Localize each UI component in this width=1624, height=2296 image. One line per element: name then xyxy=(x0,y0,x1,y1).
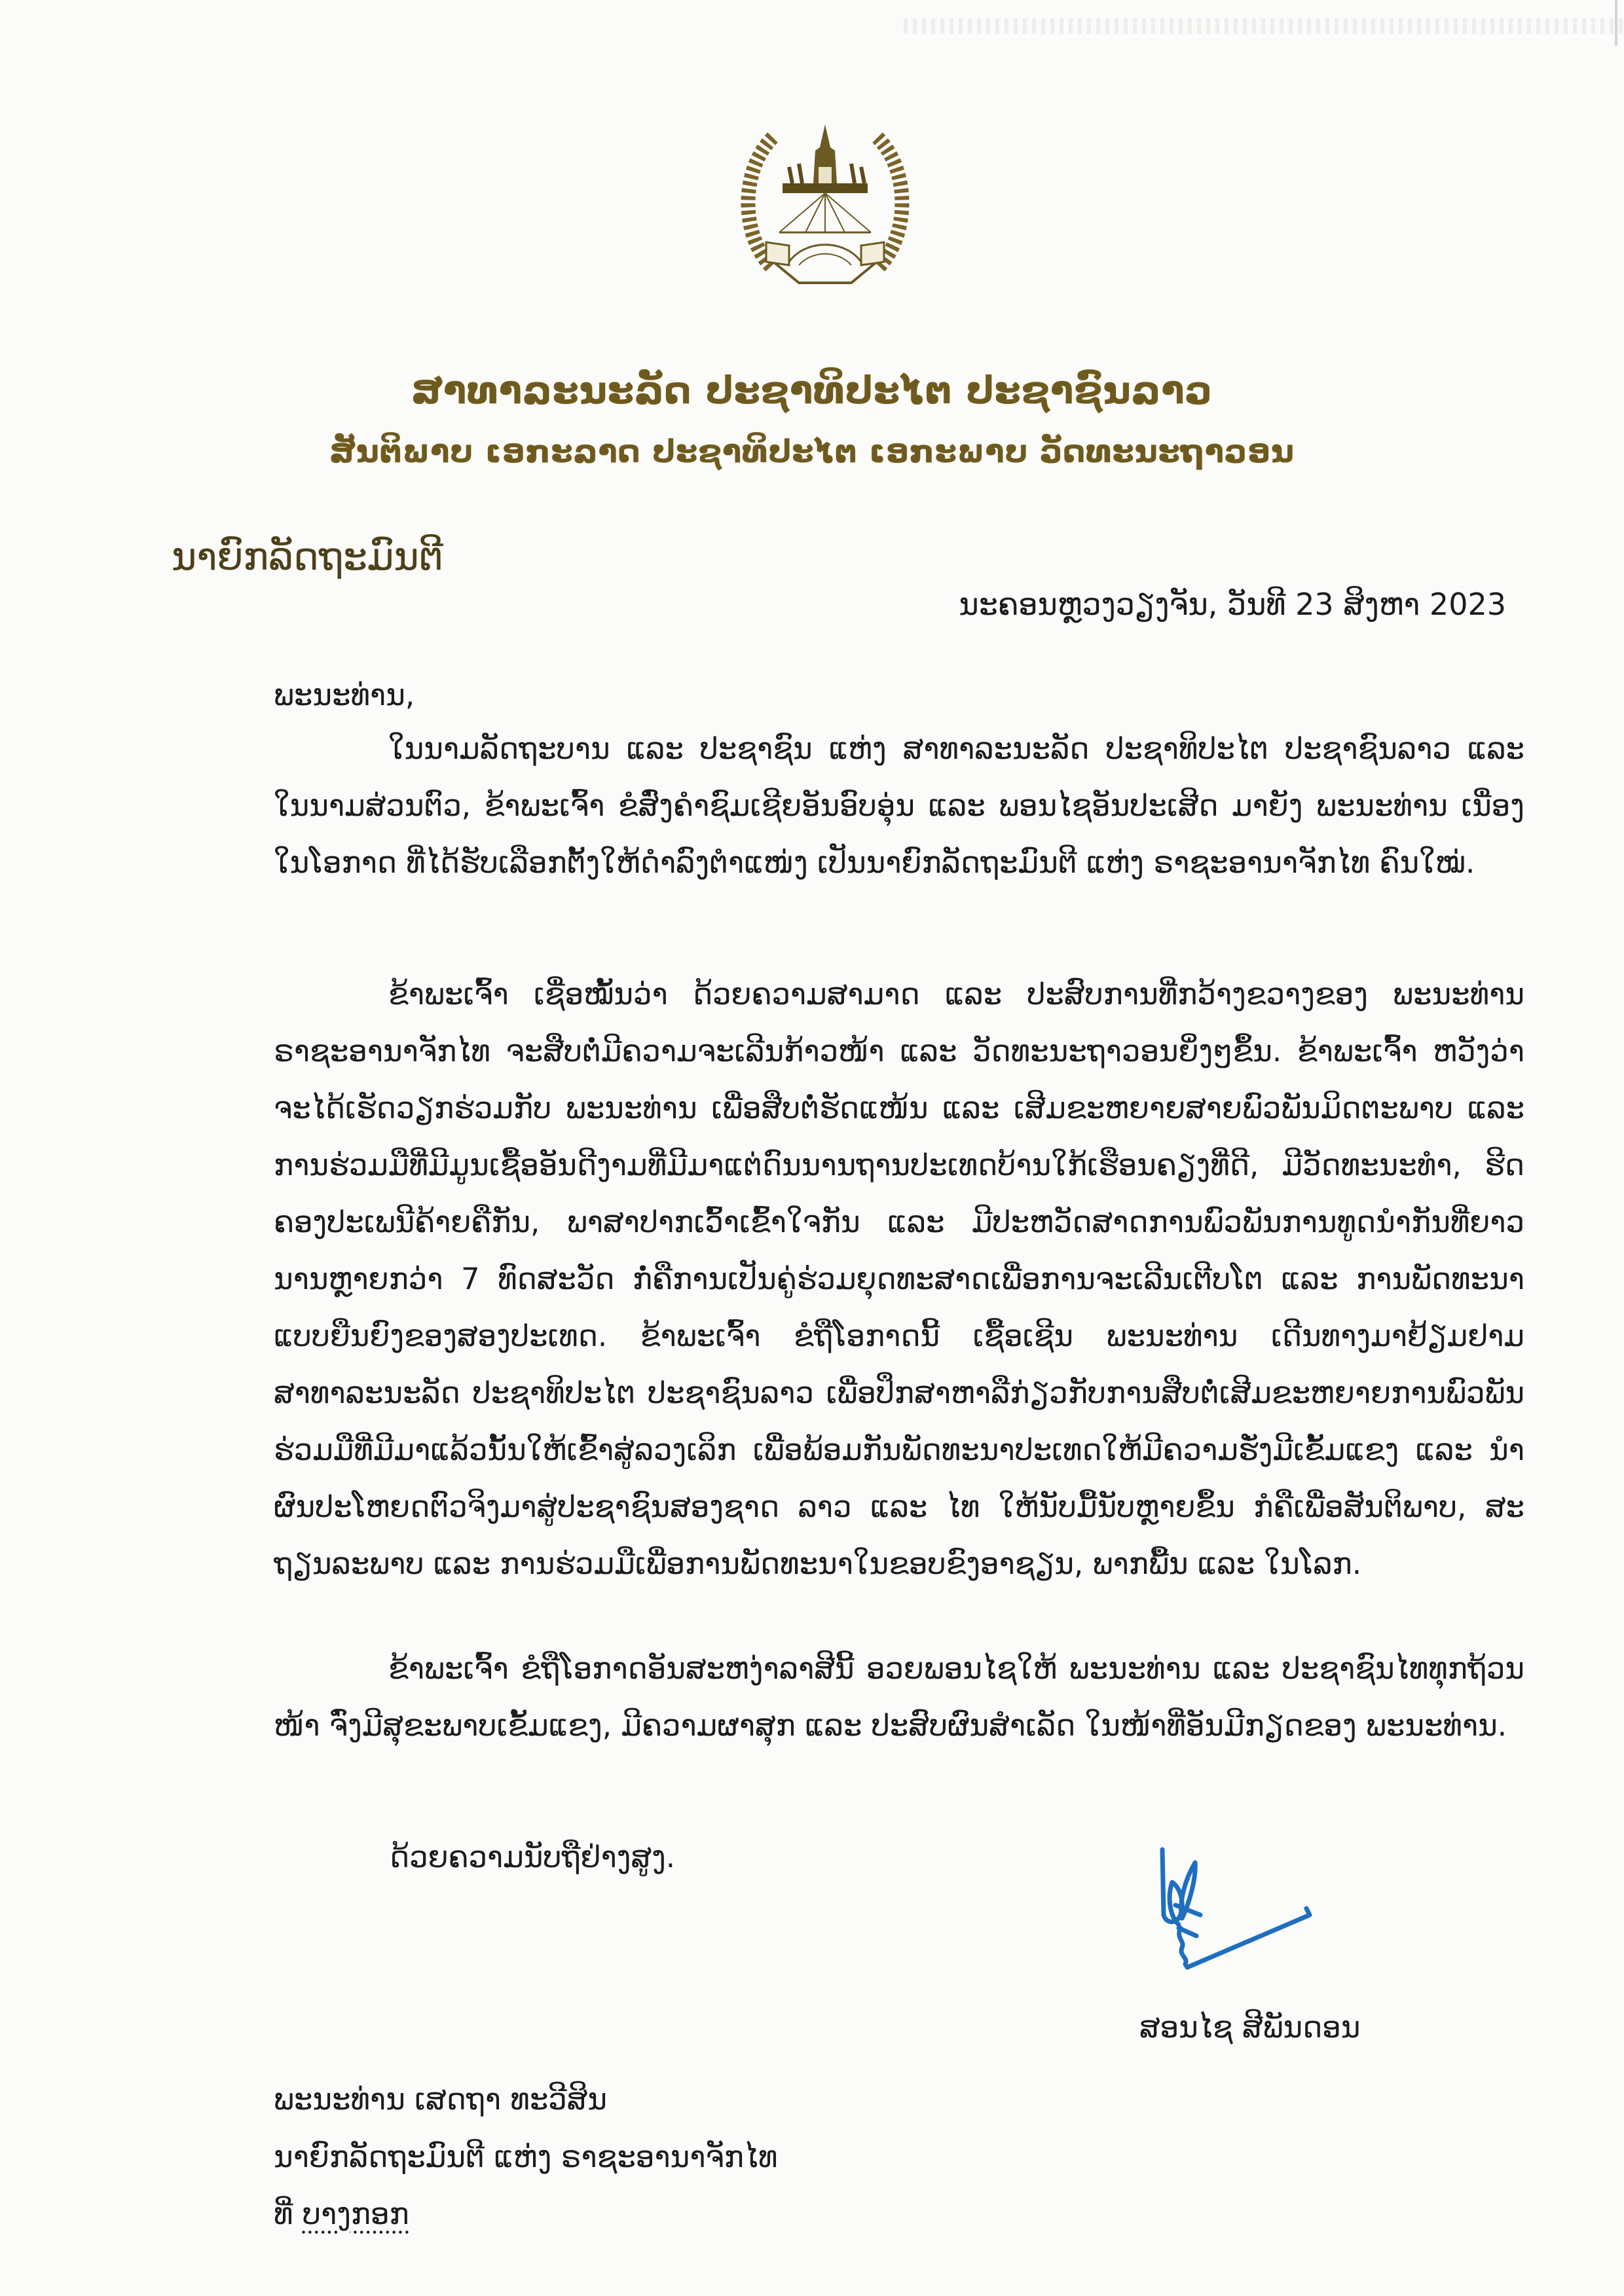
addressee-name: ພະນະທ່ານ ເສດຖາ ທະວີສິນ xyxy=(274,2082,608,2117)
letter-paragraph-3 xyxy=(274,1640,1524,1817)
lao-national-emblem-icon xyxy=(727,111,923,308)
paragraph-1-text: ໃນນາມລັດຖະບານ ແລະ ປະຊາຊົນ ແຫ່ງ ສາທາລະນະລັດ ປະຊາທິປະໄຕ ປະຊາຊົນລາວ ແລະ ໃນນາມສ່ວນຕົວ, ຂ້າພະເຈົ້າ ຂໍສົ່ງຄໍາຊົມເຊີຍອັນອົບອຸ່ນ ແລະ ພອນໄຊອັນປະເສີດ ມາຍັງ ພະນະທ່ານ ເນື່ອງໃນໂອກາດ ທີ່ໄດ້ຮັບເລືອກຕັ້ງໃຫ້ດໍາລົງຕໍາແໜ່ງ ເປັນນາຍົກລັດຖະມົນຕີ ແຫ່ງ ຣາຊະອານາຈັກໄທ ຄົນໃໝ່. xyxy=(274,731,1524,880)
location-city: ບາງກອກ xyxy=(302,2196,409,2231)
office-title: ນາຍົກລັດຖະມົນຕີ xyxy=(172,534,443,579)
letter-paragraph-2 xyxy=(274,966,1524,1633)
closing-line: ດ້ວຍຄວາມນັບຖືຢ່າງສູງ. xyxy=(390,1840,676,1874)
country-name-heading: ສາທາລະນະລັດ ປະຊາທິປະໄຕ ປະຊາຊົນລາວ xyxy=(411,368,1213,412)
salutation: ພະນະທ່ານ, xyxy=(274,678,415,712)
paragraph-3-text: ຂ້າພະເຈົ້າ ຂໍຖືໂອກາດອັນສະຫງ່າລາສີນີ້ ອວຍພອນໄຊໃຫ້ ພະນະທ່ານ ແລະ ປະຊາຊົນໄທທຸກຖ້ວນໜ້າ ຈົ່ງມີສຸຂະພາບເຂັ້ມແຂງ, ມີຄວາມຜາສຸກ ແລະ ປະສົບຜົນສໍາເລັດ ໃນໜ້າທີ່ອັນມີກຽດຂອງ ພະນະທ່ານ. xyxy=(274,1651,1524,1743)
national-motto: ສັນຕິພາບ ເອກະລາດ ປະຊາທິປະໄຕ ເອກະພາບ ວັດທະນະຖາວອນ xyxy=(329,433,1295,470)
paragraph-2-text: ຂ້າພະເຈົ້າ ເຊື່ອໝັ້ນວ່າ ດ້ວຍຄວາມສາມາດ ແລະ ປະສົບການທີ່ກວ້າງຂວາງຂອງ ພະນະທ່ານ ຣາຊະອານາຈັກໄທ ຈະສືບຕໍ່ມີຄວາມຈະເລີນກ້າວໜ້າ ແລະ ວັດທະນະຖາວອນຍິ່ງໆຂຶ້ນ. ຂ້າພະເຈົ້າ ຫວັງວ່າ ຈະໄດ້ເຮັດວຽກຮ່ວມກັບ ພະນະທ່ານ ເພື່ອສືບຕໍ່ຮັດແໜ້ນ ແລະ ເສີມຂະຫຍາຍສາຍພົວພັນມິດຕະພາບ ແລະ ການຮ່ວມມືທີ່ມີມູນເຊື້ອອັນດີງາມທີ່ມີມາແຕ່ດົນນານຖານປະເທດບ້ານໃກ້ເຮືອນຄຽງທີ່ດີ, ມີວັດທະນະທໍາ, ຮີດຄອງປະເພນີຄ້າຍຄືກັນ, ພາສາປາກເວົ້າເຂົ້າໃຈກັນ ແລະ ມີປະຫວັດສາດການພົວພັນການທູດນໍາກັນທີ່ຍາວນານຫຼາຍກວ່າ 7 ທົດສະວັດ ກໍ່ຄືການເປັນຄູ່ຮ່ວມຍຸດທະສາດເພື່ອການຈະເລີນເຕີບໂຕ ແລະ ການພັດທະນາແບບຍືນຍົງຂອງສອງປະເທດ. ຂ້າພະເຈົ້າ ຂໍຖືໂອກາດນີ້ ເຊື້ອເຊີນ ພະນະທ່ານ ເດີນທາງມາຢ້ຽມຢາມ ສາທາລະນະລັດ ປະຊາທິປະໄຕ ປະຊາຊົນລາວ ເພື່ອປຶກສາຫາລືກ່ຽວກັບການສືບຕໍ່ເສີມຂະຫຍາຍການພົວພັນຮ່ວມມືທີ່ມີມາແລ້ວນັ້ນໃຫ້ເຂົ້າສູ່ລວງເລິກ ເພື່ອພ້ອມກັນພັດທະນາປະເທດໃຫ້ມີຄວາມຮັ່ງມີເຂັ້ມແຂງ ແລະ ນໍາຜົນປະໂຫຍດຕົວຈິງມາສູ່ປະຊາຊົນສອງຊາດ ລາວ ແລະ ໄທ ໃຫ້ນັບມື້ນັບຫຼາຍຂຶ້ນ ກໍຄືເພື່ອສັນຕິພາບ, ສະຖຽນລະພາບ ແລະ ການຮ່ວມມືເພື່ອການພັດທະນາໃນຂອບຂົງອາຊຽນ, ພາກພື້ນ ແລະ ໃນໂລກ. xyxy=(274,977,1524,1581)
addressee-title: ນາຍົກລັດຖະມົນຕີ ແຫ່ງ ຣາຊະອານາຈັກໄທ xyxy=(274,2140,778,2174)
location-prefix: ທີ່ xyxy=(274,2196,293,2231)
scan-noise xyxy=(904,18,1624,34)
place-and-date: ນະຄອນຫຼວງວຽງຈັນ, ວັນທີ 23 ສິງຫາ 2023 xyxy=(959,587,1506,622)
addressee-location xyxy=(274,2196,409,2231)
letter-paragraph-1 xyxy=(274,720,1524,956)
signer-name: ສອນໄຊ ສີພັນດອນ xyxy=(1139,2010,1361,2045)
handwritten-signature-icon xyxy=(1149,1843,1346,1987)
